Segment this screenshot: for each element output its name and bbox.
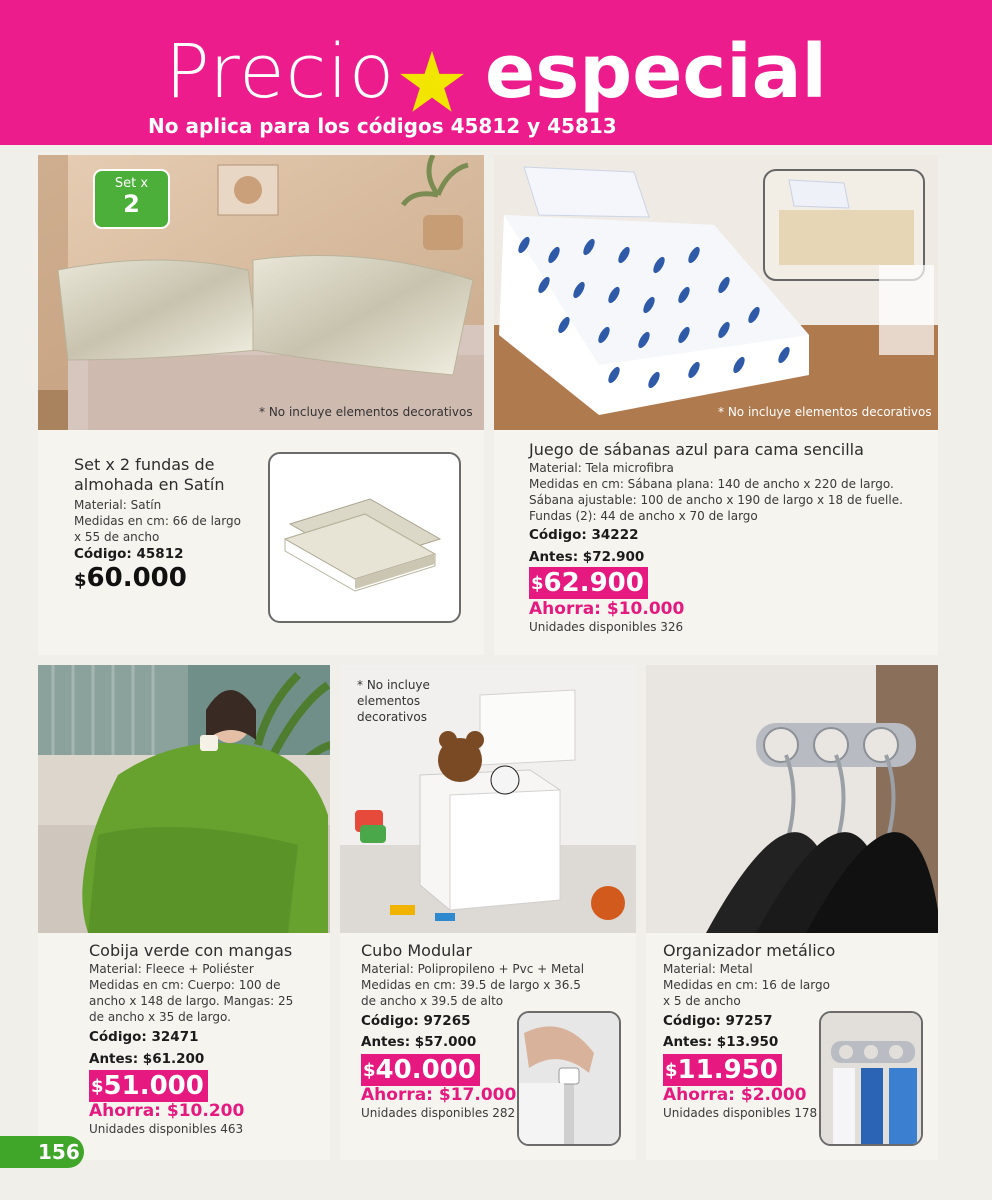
price-value: 62.900 [543, 568, 644, 598]
set-badge [93, 169, 170, 229]
price-value: 40.000 [375, 1055, 476, 1085]
title-word-especial: especial [485, 29, 827, 115]
price-value: 51.000 [103, 1071, 204, 1101]
price-before: Antes: $57.000 [361, 1034, 477, 1050]
product-name: Set x 2 fundas de almohada en Satín [74, 455, 225, 494]
currency-sign: $ [74, 570, 87, 591]
units-available: Unidades disponibles 178 [663, 1106, 818, 1120]
header-subtitle: No aplica para los códigos 45812 y 45813 [148, 114, 617, 138]
price-value: 60.000 [86, 563, 187, 593]
currency-sign: $ [665, 1060, 678, 1081]
currency-sign: $ [91, 1076, 104, 1097]
savings-text: Ahorra: $10.000 [529, 599, 685, 619]
disclaimer: * No incluye elementos decorativos [357, 678, 430, 724]
product-code: Código: 97257 [663, 1013, 773, 1029]
price-value: 11.950 [677, 1055, 778, 1085]
product-description: Material: Fleece + Poliéster Medidas en cm: Cuerpo: 100 de ancho x 148 de largo. Mangas: 25 de ancho x 35 de largo. [89, 962, 294, 1024]
currency-sign: $ [531, 573, 544, 594]
product-code: Código: 45812 [74, 546, 184, 562]
page-number: 156 [0, 1136, 84, 1168]
badge-line2: 2 [123, 190, 140, 218]
organizer-photo [646, 665, 938, 933]
units-available: Unidades disponibles 326 [529, 620, 684, 634]
price-before: Antes: $13.950 [663, 1034, 779, 1050]
price-badge [361, 1054, 480, 1086]
price-before: Antes: $72.900 [529, 549, 645, 565]
title-word-precio: Precio [165, 29, 396, 115]
pillowcase-thumbnail [268, 452, 461, 623]
sheets-photo [494, 155, 938, 430]
price-plain [74, 563, 187, 593]
savings-text: Ahorra: $2.000 [663, 1085, 807, 1105]
product-name: Juego de sábanas azul para cama sencilla [529, 440, 864, 459]
badge-line1: Set x [114, 176, 149, 191]
product-description: Material: Metal Medidas en cm: 16 de largo x 5 de ancho [663, 962, 830, 1008]
currency-sign: $ [363, 1060, 376, 1081]
star-icon [398, 48, 466, 116]
cube-thumbnail [517, 1011, 621, 1146]
organizer-thumbnail [819, 1011, 923, 1146]
product-description: Material: Polipropileno + Pvc + Metal Medidas en cm: 39.5 de largo x 36.5 de ancho x 39.5 de alto [361, 962, 585, 1008]
header-banner [0, 0, 992, 145]
product-code: Código: 34222 [529, 527, 639, 543]
product-description: Material: Tela microfibra Medidas en cm: Sábana plana: 140 de ancho x 220 de largo. Sábana ajustable: 100 de ancho x 190 de largo x 18 de fuelle. Fundas (2): 44 de ancho x 70 de largo [529, 461, 903, 523]
disclaimer: * No incluye elementos decorativos [718, 405, 932, 419]
savings-text: Ahorra: $10.200 [89, 1101, 245, 1121]
product-name: Cobija verde con mangas [89, 941, 293, 960]
price-before: Antes: $61.200 [89, 1051, 205, 1067]
units-available: Unidades disponibles 463 [89, 1122, 244, 1136]
product-code: Código: 97265 [361, 1013, 471, 1029]
product-code: Código: 32471 [89, 1029, 199, 1045]
product-name: Organizador metálico [663, 941, 836, 960]
blanket-photo [38, 665, 330, 933]
page-title [0, 22, 992, 122]
disclaimer: * No incluye elementos decorativos [259, 405, 473, 419]
savings-text: Ahorra: $17.000 [361, 1085, 517, 1105]
product-name: Cubo Modular [361, 941, 473, 960]
price-badge [529, 567, 648, 599]
product-description: Material: Satín Medidas en cm: 66 de largo x 55 de ancho [74, 498, 241, 544]
units-available: Unidades disponibles 282 [361, 1106, 516, 1120]
price-badge [663, 1054, 782, 1086]
price-badge [89, 1070, 208, 1102]
